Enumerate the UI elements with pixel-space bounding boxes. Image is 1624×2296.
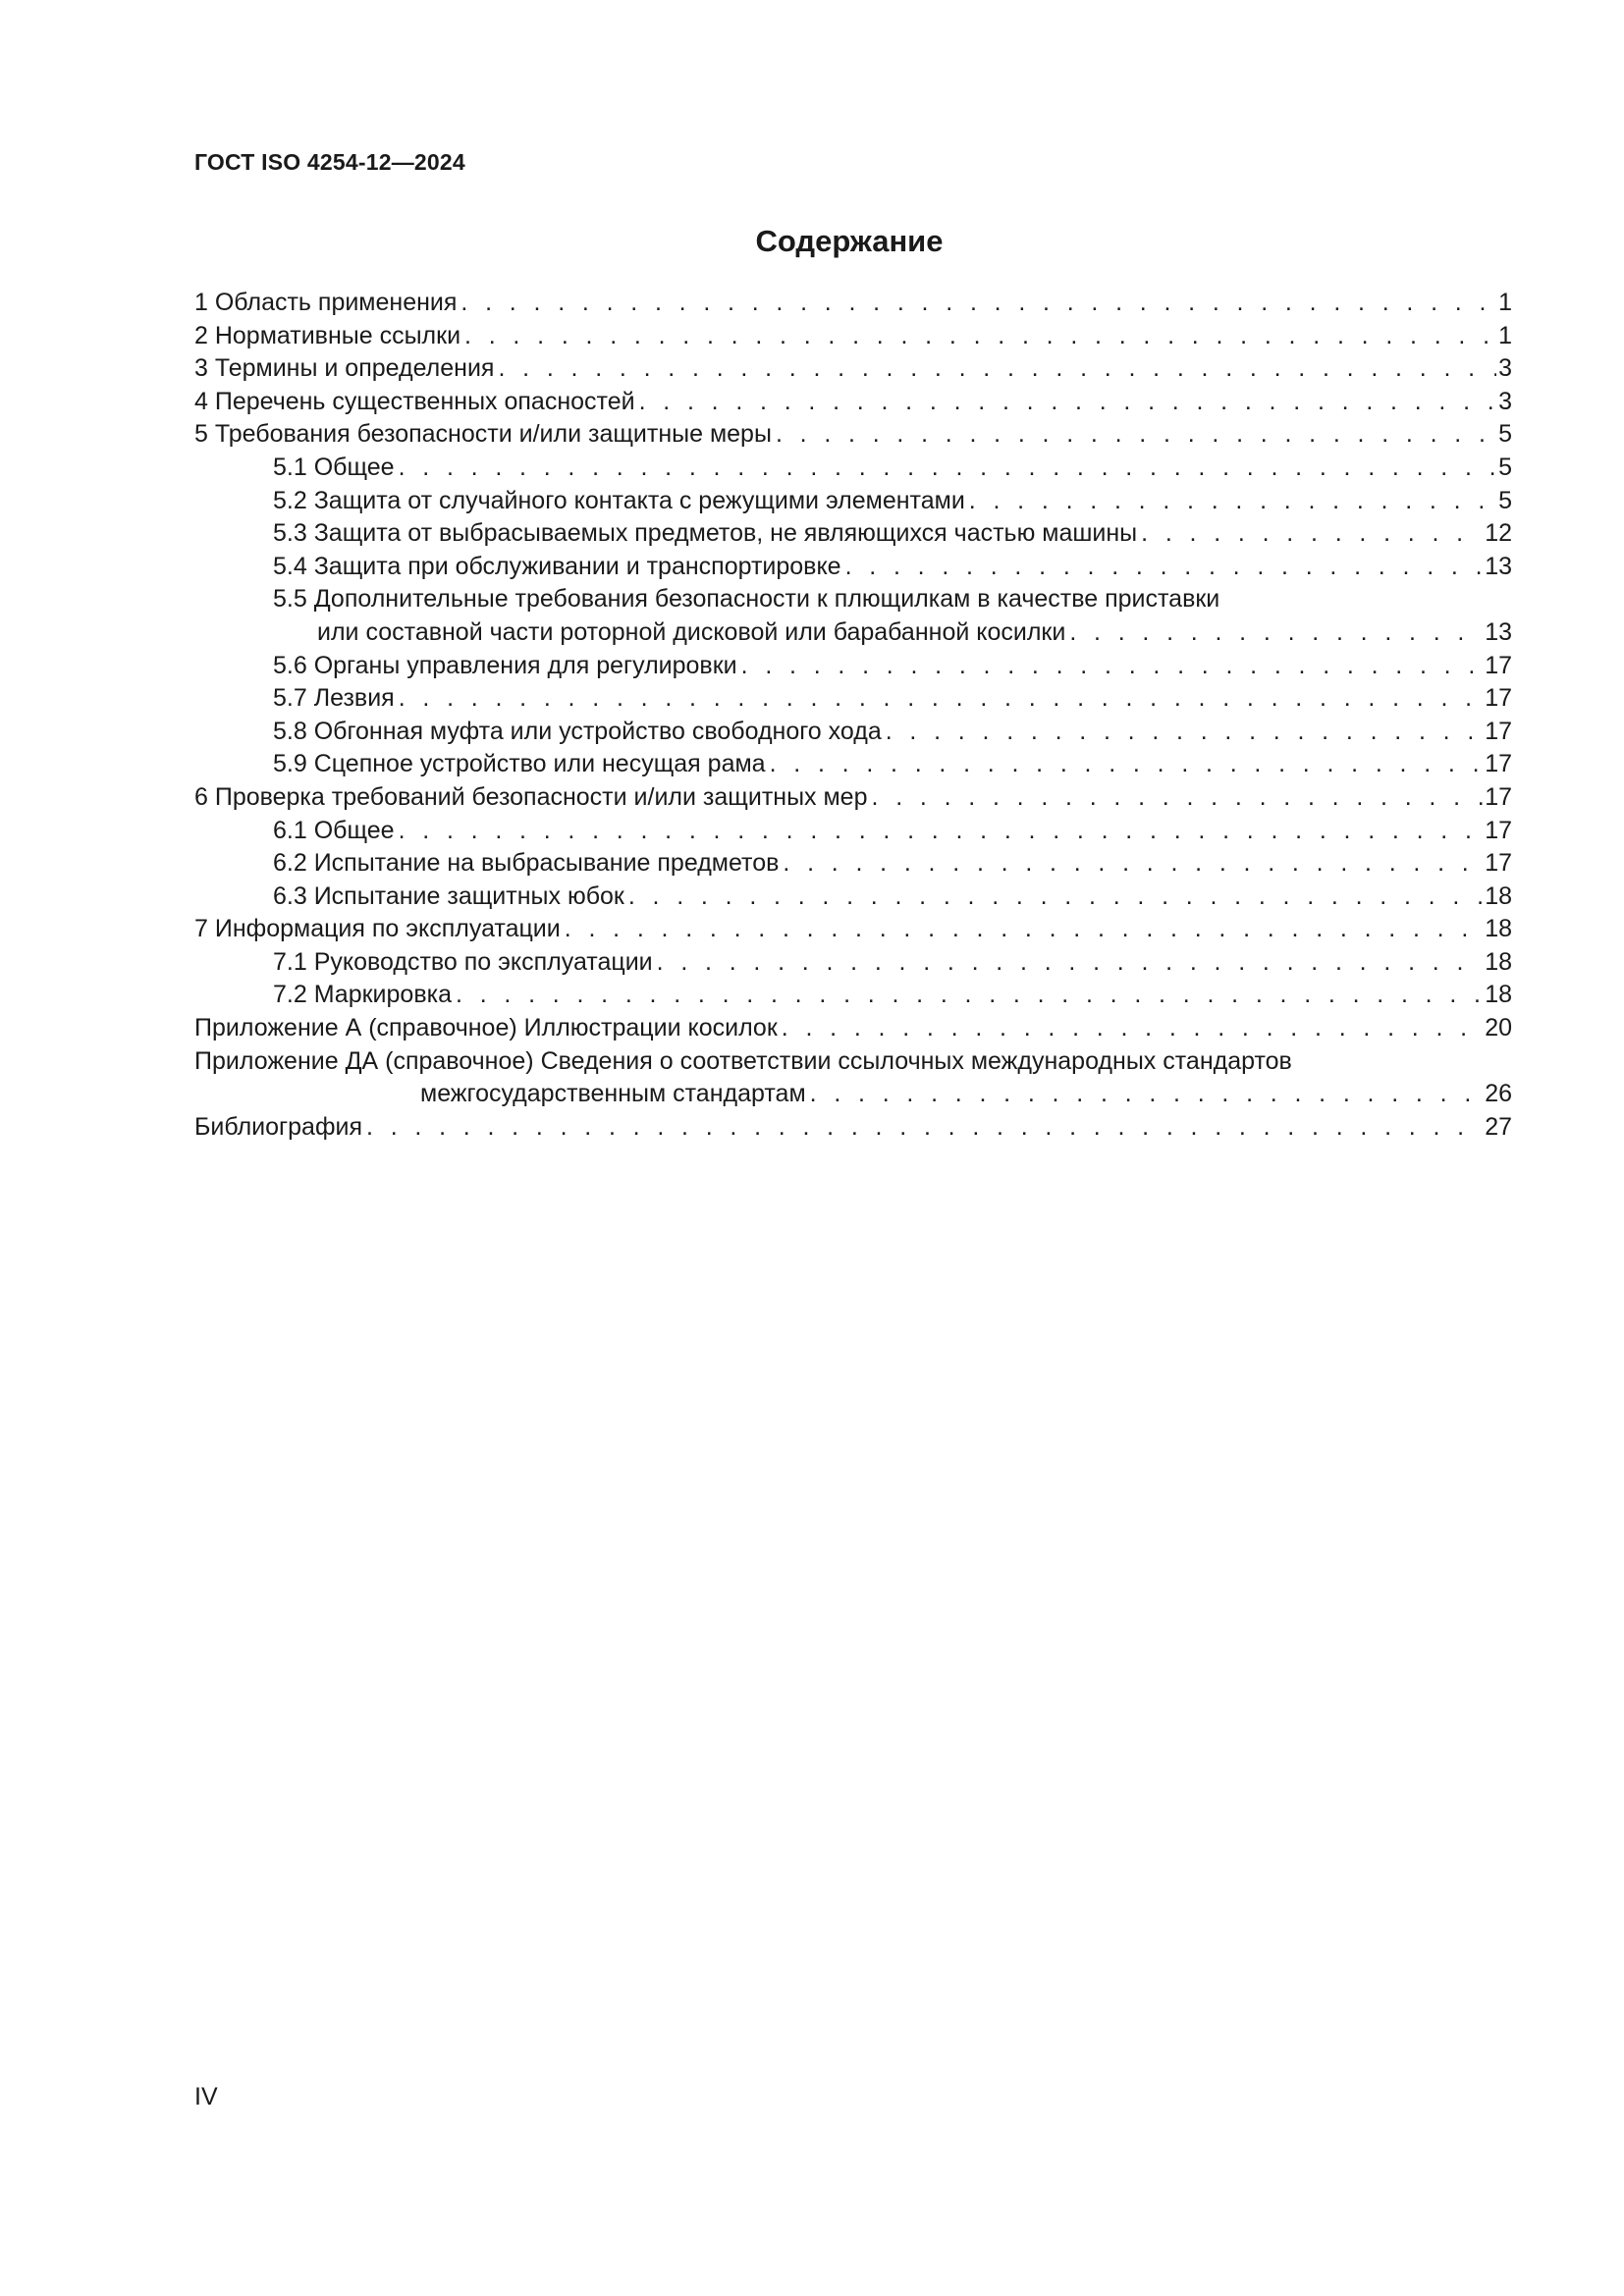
toc-item-page: 3: [1498, 354, 1512, 383]
toc-item-text: 5.1 Общее: [273, 453, 395, 481]
toc-leader-dots: [886, 716, 1483, 749]
toc-item-text: 4 Перечень существенных опасностей: [194, 387, 635, 415]
toc-item-5[interactable]: [194, 418, 1512, 452]
toc-item-7-2[interactable]: [194, 979, 1512, 1012]
toc-item-5-6[interactable]: [194, 650, 1512, 683]
toc-item-3[interactable]: [194, 352, 1512, 386]
toc-item-text: 5.9 Сцепное устройство или несущая рама: [273, 750, 766, 778]
toc-leader-dots: [770, 748, 1484, 781]
toc-item-5-8[interactable]: [194, 716, 1512, 749]
toc-item-text: 5 Требования безопасности и/или защитные меры: [194, 420, 772, 449]
toc-item-page: 5: [1498, 453, 1512, 481]
toc-item-page: 13: [1485, 552, 1512, 580]
toc-item-page: 1: [1498, 289, 1512, 316]
document-designation: ГОСТ ISO 4254-12—2024: [194, 149, 465, 175]
toc-item-6-1[interactable]: [194, 815, 1512, 848]
toc-item-6-2[interactable]: [194, 847, 1512, 881]
toc-leader-dots: [845, 551, 1484, 584]
toc-item-5-5[interactable]: [194, 583, 1512, 649]
toc-leader-dots: [399, 815, 1484, 848]
toc-item-page: 18: [1485, 981, 1512, 1009]
toc-item-page: 17: [1485, 717, 1512, 745]
toc-item-7[interactable]: [194, 913, 1512, 946]
toc-item-page: 17: [1485, 782, 1512, 811]
toc-item-text: 7.1 Руководство по эксплуатации: [273, 947, 653, 976]
toc-item-page: 13: [1485, 617, 1512, 646]
toc-leader-dots: [456, 979, 1483, 1012]
toc-item-7-1[interactable]: [194, 946, 1512, 980]
toc-item-text: 7.2 Маркировка: [273, 981, 452, 1009]
toc-item-text: 5.7 Лезвия: [273, 684, 395, 713]
toc-item-text: 6 Проверка требований безопасности и/или защитных мер: [194, 782, 868, 811]
toc-item-page: 17: [1485, 684, 1512, 713]
table-of-contents: [194, 287, 1512, 1144]
toc-leader-dots: [969, 485, 1496, 518]
toc-item-5-9[interactable]: [194, 748, 1512, 781]
page-number: IV: [194, 2083, 218, 2110]
toc-leader-dots: [460, 287, 1496, 320]
toc-leader-dots: [657, 946, 1484, 980]
toc-item-text: 6.3 Испытание защитных юбок: [273, 881, 624, 910]
toc-item-text: 6.2 Испытание на выбрасывание предметов: [273, 849, 780, 878]
toc-item-5-2[interactable]: [194, 485, 1512, 518]
toc-item-5-3[interactable]: [194, 517, 1512, 551]
toc-item-page: 17: [1485, 816, 1512, 844]
toc-leader-dots: [498, 352, 1496, 386]
toc-item-text: 5.8 Обгонная муфта или устройство свободного хода: [273, 717, 882, 745]
toc-item-page: 12: [1485, 519, 1512, 548]
toc-item-text: 6.1 Общее: [273, 816, 395, 844]
toc-item-page: 20: [1485, 1014, 1512, 1042]
toc-item-text: 2 Нормативные ссылки: [194, 321, 461, 349]
toc-item-4[interactable]: [194, 386, 1512, 419]
toc-item-6-3[interactable]: [194, 881, 1512, 914]
toc-item-page: 18: [1485, 947, 1512, 976]
toc-item-2[interactable]: [194, 320, 1512, 353]
toc-leader-dots: [783, 847, 1483, 881]
toc-leader-dots: [1069, 616, 1483, 650]
toc-item-page: 17: [1485, 651, 1512, 679]
toc-item-text: 3 Термины и определения: [194, 354, 495, 383]
toc-leader-dots: [464, 320, 1496, 353]
toc-leader-dots: [1141, 517, 1483, 551]
toc-leader-dots: [399, 682, 1483, 716]
toc-item-text: 5.6 Органы управления для регулировки: [273, 651, 737, 679]
toc-item-page: 5: [1498, 420, 1512, 449]
toc-item-page: 17: [1485, 750, 1512, 778]
toc-item-text-continued: или составной части роторной дисковой или барабанной косилки: [317, 617, 1066, 646]
toc-item-bibliography[interactable]: [194, 1111, 1512, 1145]
toc-item-page: 1: [1498, 321, 1512, 349]
toc-item-page: 3: [1498, 387, 1512, 415]
toc-leader-dots: [776, 418, 1496, 452]
toc-item-text: Приложение ДА (справочное) Сведения о соответствии ссылочных международных стандартов: [194, 1046, 1292, 1075]
toc-item-text: Приложение А (справочное) Иллюстрации косилок: [194, 1014, 778, 1042]
toc-leader-dots: [639, 386, 1497, 419]
toc-item-text: 5.4 Защита при обслуживании и транспортировке: [273, 552, 841, 580]
toc-title: Содержание: [755, 224, 944, 258]
toc-leader-dots: [810, 1078, 1484, 1111]
toc-item-page: 26: [1485, 1080, 1512, 1108]
toc-item-text: 5.3 Защита от выбрасываемых предметов, не являющихся частью машины: [273, 519, 1138, 548]
toc-leader-dots: [628, 881, 1483, 914]
toc-item-1[interactable]: [194, 287, 1512, 320]
toc-item-page: 18: [1485, 915, 1512, 943]
toc-leader-dots: [741, 650, 1484, 683]
toc-item-text: 1 Область применения: [194, 289, 458, 316]
toc-leader-dots: [782, 1012, 1483, 1045]
toc-item-text-continued: межгосударственным стандартам: [420, 1080, 806, 1108]
toc-item-text: 7 Информация по эксплуатации: [194, 915, 561, 943]
toc-item-page: 17: [1485, 849, 1512, 878]
toc-item-text: 5.2 Защита от случайного контакта с режущими элементами: [273, 486, 965, 514]
toc-item-text: Библиография: [194, 1112, 363, 1141]
toc-leader-dots: [872, 781, 1484, 815]
toc-leader-dots: [565, 913, 1483, 946]
toc-item-6[interactable]: [194, 781, 1512, 815]
toc-item-page: 27: [1485, 1112, 1512, 1141]
toc-leader-dots: [399, 452, 1497, 485]
toc-item-text: 5.5 Дополнительные требования безопасности к плющилкам в качестве приставки: [273, 585, 1220, 614]
toc-item-5-4[interactable]: [194, 551, 1512, 584]
toc-item-page: 18: [1485, 881, 1512, 910]
toc-item-page: 5: [1498, 486, 1512, 514]
toc-leader-dots: [366, 1111, 1483, 1145]
toc-item-5-7[interactable]: [194, 682, 1512, 716]
toc-item-5-1[interactable]: [194, 452, 1512, 485]
toc-item-annex-da[interactable]: [194, 1045, 1512, 1111]
toc-item-annex-a[interactable]: [194, 1012, 1512, 1045]
